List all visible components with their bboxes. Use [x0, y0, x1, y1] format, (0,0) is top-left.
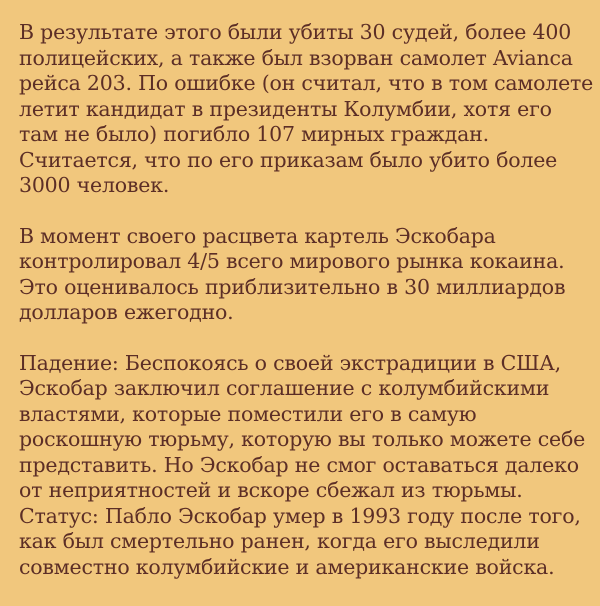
- paragraph-cartel-control: [19, 224, 586, 326]
- text-line: совместно колумбийские и американские войска.: [19, 554, 555, 579]
- text-line: роскошную тюрьму, которую вы только можете себе: [19, 427, 586, 451]
- text-line: Падение: Беспокоясь о своей экстрадиции в США,: [19, 350, 561, 375]
- paragraph-spacer: [19, 199, 586, 224]
- text-line: Эскобар заключил соглашение с колумбийскими: [19, 376, 550, 400]
- text-line: от неприятностей и вскоре сбежал из тюрьмы.: [19, 478, 523, 502]
- text-line: контролировал 4/5 всего мирового рынка кокаина.: [19, 249, 565, 273]
- text-line: представить. Но Эскобар не смог оставаться далеко: [19, 452, 579, 477]
- paragraph-downfall-status: [19, 351, 586, 581]
- text-line: рейса 203. По ошибке (он считал, что в том самолете: [19, 71, 594, 95]
- text-line: долларов ежегодно.: [19, 300, 234, 324]
- paragraph-spacer: [19, 326, 586, 351]
- text-line: В результате этого были убиты 30 судей, более 400: [19, 20, 572, 44]
- text-line: 3000 человек.: [19, 173, 170, 197]
- text-line: Статус: Пабло Эскобар умер в 1993 году после того,: [19, 503, 581, 528]
- text-line: полицейских, а также был взорван самолет Avianca: [19, 45, 573, 70]
- text-line: Это оценивалось приблизительно в 30 миллиардов: [19, 274, 566, 299]
- text-line: В момент своего расцвета картель Эскобара: [19, 223, 496, 248]
- text-line: как был смертельно ранен, когда его выследили: [19, 529, 540, 553]
- text-line: летит кандидат в президенты Колумбии, хотя его: [19, 96, 552, 121]
- paragraph-casualties: [19, 20, 594, 199]
- text-line: властями, которые поместили его в самую: [19, 401, 477, 426]
- text-line: там не было) погибло 107 мирных граждан.: [19, 122, 489, 146]
- text-line: Считается, что по его приказам было убито более: [19, 147, 558, 172]
